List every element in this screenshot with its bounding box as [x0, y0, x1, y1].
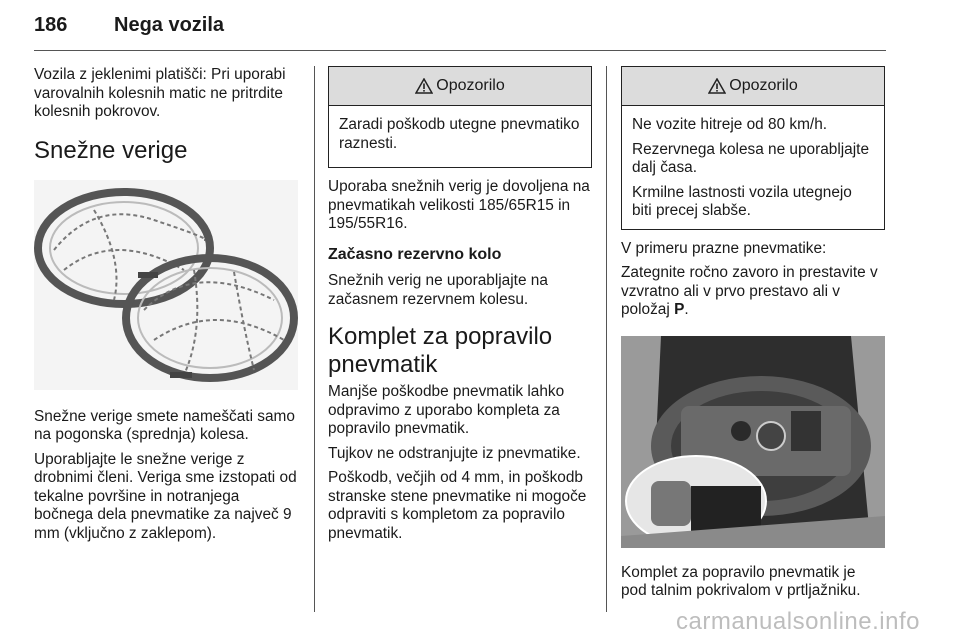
warning-triangle-icon	[415, 78, 433, 94]
warning-line-2: Rezervnega kolesa ne uporabljajte dalj časa.	[632, 140, 869, 176]
handbrake-text: Zategnite ročno zavoro in prestavite v vzvratno ali v prvo prestavo ali v položaj	[621, 264, 878, 318]
tire-size-paragraph: Uporaba snežnih verig je dovoljena na pnevmatikah velikosti 185/65R15 in 195/55R16.	[328, 178, 590, 232]
warning-title: Opozorilo	[436, 76, 505, 94]
column-2	[328, 66, 592, 549]
column-divider-1	[314, 66, 315, 612]
repair-kit-paragraph-1: Manjše poškodbe pnevmatik lahko odpravimo z uporabo kompleta za popravilo pnevmatik.	[328, 383, 565, 437]
column-1	[34, 66, 302, 549]
warning-line-3: Krmilne lastnosti vozila utegnejo biti precej slabše.	[632, 183, 852, 219]
warning-header	[329, 67, 591, 106]
warning-body-2	[622, 106, 884, 229]
snow-chains-paragraph-2: Uporabljajte le snežne verige z drobnimi členi. Veriga sme izstopati od tekalne površine in notranjega bočnega dela pnevmatike za največ 9 mm (vključno z zaklepom).	[34, 450, 297, 542]
handbrake-paragraph	[621, 264, 885, 320]
snow-chains-image	[34, 180, 298, 390]
warning-triangle-icon	[708, 78, 726, 94]
warning-box-1	[328, 66, 592, 168]
warning-header-2	[622, 67, 884, 106]
page-header	[34, 10, 886, 52]
warning-body	[329, 106, 591, 167]
snow-chains-paragraph-1: Snežne verige smete nameščati samo na pogonska (sprednja) kolesa.	[34, 407, 295, 443]
repair-kit-image	[621, 336, 885, 548]
flat-tire-paragraph: V primeru prazne pnevmatike:	[621, 239, 827, 257]
repair-kit-paragraph-3: Poškodb, večjih od 4 mm, in poškodb stranske stene pnevmatike ni mogoče odpraviti s kompletom za popravilo pnevmatik.	[328, 469, 587, 542]
watermark: carmanualsonline.info	[676, 608, 920, 635]
snow-chains-heading: Snežne verige	[34, 136, 188, 164]
header-divider	[34, 50, 886, 51]
column-3	[621, 66, 885, 607]
warning-box-2	[621, 66, 885, 230]
repair-kit-heading: Komplet za popravilo pnevmatik	[328, 323, 553, 378]
handbrake-end: .	[684, 301, 689, 318]
snow-chains-illustration	[34, 180, 298, 390]
gear-position: P	[674, 301, 685, 318]
trunk-illustration	[621, 336, 885, 548]
page-number: 186	[34, 14, 68, 36]
warning-title-2: Opozorilo	[729, 76, 798, 94]
column-divider-2	[606, 66, 607, 612]
repair-kit-paragraph-2: Tujkov ne odstranjujte iz pnevmatike.	[328, 444, 581, 462]
spare-wheel-heading: Začasno rezervno kolo	[328, 245, 502, 263]
spare-wheel-paragraph: Snežnih verig ne uporabljajte na začasnem rezervnem kolesu.	[328, 272, 548, 308]
repair-kit-caption: Komplet za popravilo pnevmatik je pod talnim pokrivalom v prtljažniku.	[621, 563, 861, 599]
intro-paragraph: Vozila z jeklenimi platišči: Pri uporabi varovalnih kolesnih matic ne pritrdite kolesnih pokrovov.	[34, 66, 286, 120]
warning-line-1: Ne vozite hitreje od 80 km/h.	[632, 116, 828, 133]
warning-text: Zaradi poškodb utegne pnevmatiko raznesti.	[339, 116, 580, 152]
chapter-title: Nega vozila	[114, 14, 225, 36]
